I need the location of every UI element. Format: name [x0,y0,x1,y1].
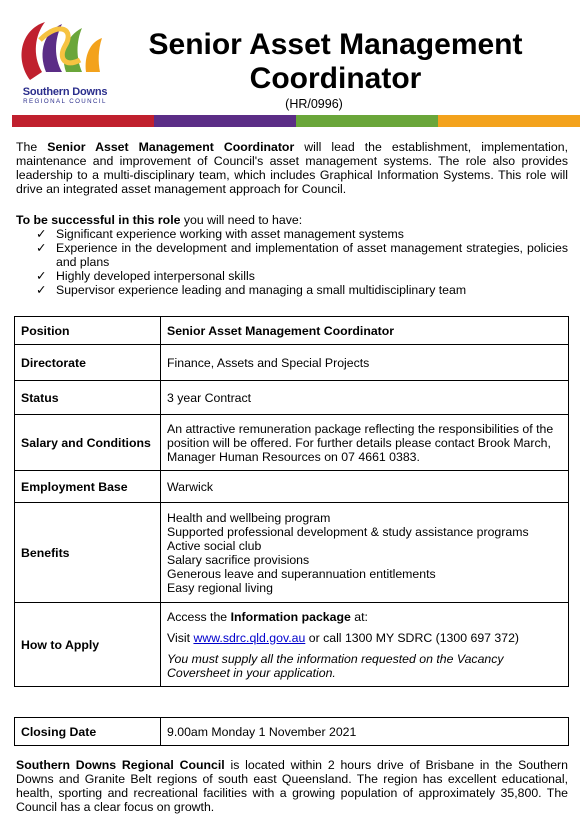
list-item-text: Supervisor experience leading and managing a small multidisciplinary team [56,283,467,297]
requirements-heading-bold: To be successful in this role [16,213,181,227]
bar-green [296,115,438,127]
row-label: Employment Base [15,471,161,503]
row-value: 9.00am Monday 1 November 2021 [161,718,569,746]
intro-body: will lead the establishment, implementation, maintenance and improvement of Council's asset management systems. The role also provides leadership to a multi-disciplinary team, which includes Graphical Information Systems. This role will drive an integrated asset management approach for Council. [16,140,568,196]
check-icon: ✓ [36,269,47,283]
apply-visit: Visit [167,630,194,645]
apply-call: or call 1300 MY SDRC (1300 697 372) [305,630,520,645]
apply-line1-prefix: Access the [167,609,231,624]
position-details-table [14,316,569,687]
check-icon: ✓ [36,227,47,241]
row-value: 3 year Contract [161,381,569,415]
benefits-list [161,503,569,603]
list-item [36,241,568,269]
footer-paragraph [16,758,568,814]
intro-paragraph [16,140,568,196]
list-item [36,227,568,241]
row-label: Directorate [15,345,161,381]
logo-subtitle: REGIONAL COUNCIL [23,98,107,105]
list-item-text: Significant experience working with asset management systems [56,227,404,241]
requirements-list [36,227,568,297]
table-row [15,718,569,746]
row-value: Senior Asset Management Coordinator [161,317,569,345]
bar-orange [438,115,580,127]
list-item-text: Experience in the development and implementation of asset management strategies, policies and plans [56,241,568,269]
benefit-item: Active social club [167,538,262,553]
row-label: Benefits [15,503,161,603]
list-item-text: Highly developed interpersonal skills [56,269,255,283]
benefit-item: Health and wellbeing program [167,510,331,525]
row-value: Warwick [161,471,569,503]
intro-role: Senior Asset Management Coordinator [47,140,295,154]
table-row [15,381,569,415]
benefit-item: Generous leave and superannuation entitlements [167,566,436,581]
row-label: Status [15,381,161,415]
footer-text: is located within 2 hours drive of Brisbane in the Southern Downs and Granite Belt regions of south east Queensland. The region has excellent educational, health, sporting and recreational facilities with a growing population of approximately 35,800. The Council has a clear focus on growth. [16,758,568,814]
table-row [15,603,569,687]
intro-prefix: The [16,140,48,154]
requirements-heading-rest: you will need to have: [180,213,303,227]
apply-line1 [167,610,562,624]
benefit-item: Easy regional living [167,580,273,595]
benefit-item: Supported professional development & study assistance programs [167,524,529,539]
closing-date-table [14,717,569,746]
table-row [15,317,569,345]
table-row [15,415,569,471]
row-label: Closing Date [15,718,161,746]
list-item [36,269,568,283]
table-row [15,345,569,381]
apply-line2 [167,631,562,645]
row-label: How to Apply [15,603,161,687]
check-icon: ✓ [36,283,47,297]
website-link[interactable]: www.sdrc.qld.gov.au [193,630,306,645]
row-value: Finance, Assets and Special Projects [161,345,569,381]
apply-line1-bold: Information package [230,609,351,624]
color-bar [12,115,580,127]
footer-bold: Southern Downs Regional Council [16,758,225,772]
page-title: Senior Asset Management Coordinator [148,28,523,95]
list-item [36,283,568,297]
logo-name: Southern Downs [22,86,108,98]
row-label: Salary and Conditions [15,415,161,471]
row-label: Position [15,317,161,345]
table-row [15,503,569,603]
row-value: An attractive remuneration package reflecting the responsibilities of the position will be offered. For further details please contact Brook March, Manager Human Resources on 07 4661 0383. [161,415,569,471]
check-icon: ✓ [36,241,47,255]
logo-text [10,86,120,106]
table-row [15,471,569,503]
benefit-item: Salary sacrifice provisions [167,552,310,567]
apply-line1-suffix: at: [350,609,368,624]
requirements-heading [16,213,568,227]
reference-code: (HR/0996) [285,97,343,111]
apply-cell [161,603,569,687]
bar-purple [154,115,296,127]
bar-red [12,115,154,127]
apply-note: You must supply all the information requested on the Vacancy Coversheet in your application. [167,651,504,680]
